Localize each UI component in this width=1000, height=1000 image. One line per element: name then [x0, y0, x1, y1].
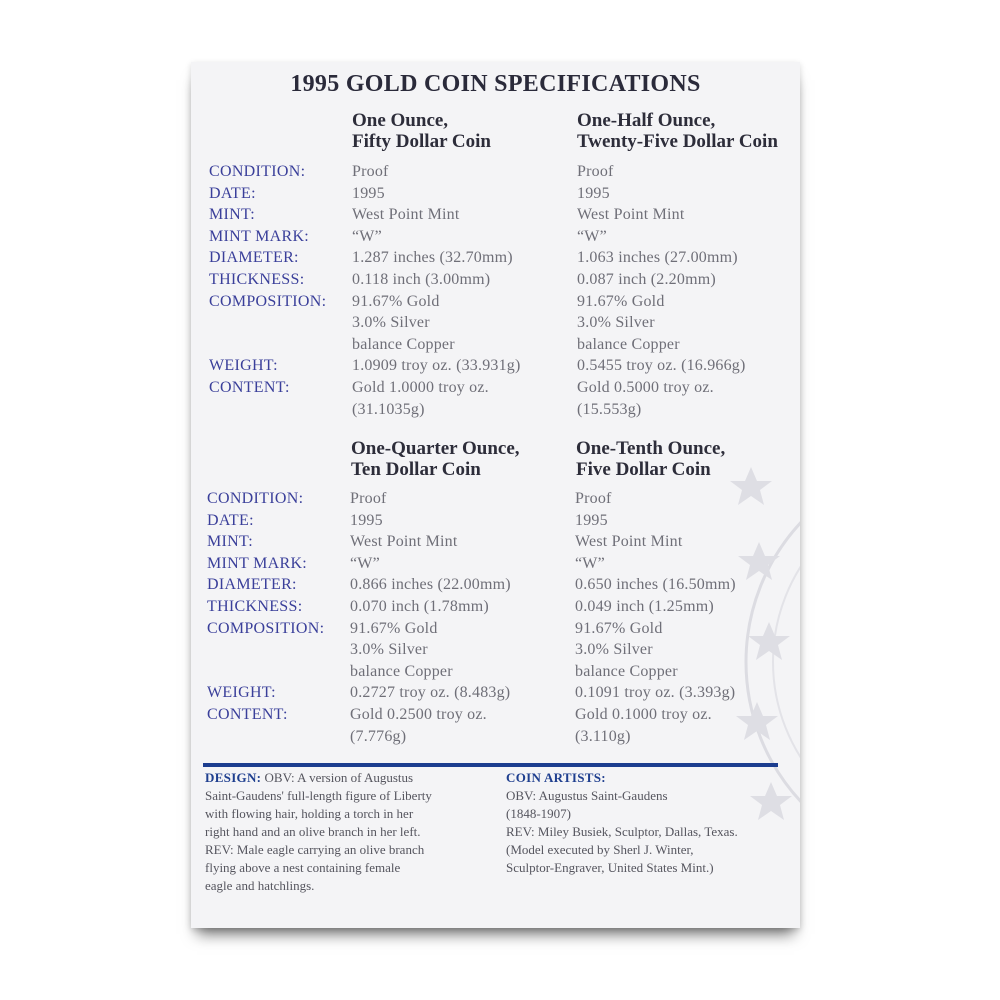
label-thickness: THICKNESS:	[207, 597, 303, 615]
artists-line: (1848-1907)	[506, 806, 571, 821]
spec-card	[191, 62, 800, 928]
design-line: REV: Male eagle carrying an olive branch	[205, 842, 425, 857]
spec-values-one-ounce	[352, 161, 521, 420]
label-mint: MINT:	[207, 533, 254, 551]
coin-heading-one-ounce	[352, 110, 491, 152]
coin-heading-line2: Twenty-Five Dollar Coin	[577, 131, 778, 152]
value-composition-gold: 91.67% Gold	[350, 619, 438, 637]
design-line: OBV: A version of Augustus	[264, 770, 414, 785]
value-weight: 0.2727 troy oz. (8.483g)	[350, 684, 511, 702]
value-content-grams: (3.110g)	[575, 727, 631, 745]
coin-heading-line1: One-Quarter Ounce,	[351, 438, 520, 459]
value-composition-copper: balance Copper	[575, 662, 678, 680]
value-content: Gold 1.0000 troy oz.	[352, 378, 489, 396]
value-mint: West Point Mint	[577, 206, 685, 224]
value-thickness: 0.049 inch (1.25mm)	[575, 597, 714, 615]
value-mint-mark: “W”	[577, 227, 607, 245]
value-composition-gold: 91.67% Gold	[352, 292, 440, 310]
design-line: Saint-Gaudens' full-length figure of Liberty	[205, 788, 432, 803]
spec-values-quarter-ounce	[350, 488, 511, 747]
coin-heading-line1: One-Tenth Ounce,	[576, 438, 726, 459]
label-content: CONTENT:	[207, 705, 288, 723]
label-diameter: DIAMETER:	[207, 576, 297, 594]
value-composition-copper: balance Copper	[352, 335, 455, 353]
label-mint-mark: MINT MARK:	[207, 554, 308, 572]
value-condition: Proof	[575, 490, 612, 507]
value-mint: West Point Mint	[352, 206, 460, 224]
label-content: CONTENT:	[209, 378, 290, 396]
value-weight: 0.5455 troy oz. (16.966g)	[577, 357, 746, 375]
value-content-grams: (31.1035g)	[352, 400, 425, 418]
coin-heading-line1: One Ounce,	[352, 110, 449, 131]
label-spacer	[207, 661, 324, 683]
artists-line: OBV: Augustus Saint-Gaudens	[506, 788, 668, 803]
spec-labels-bottom	[207, 488, 324, 726]
value-weight: 0.1091 troy oz. (3.393g)	[575, 684, 736, 702]
value-thickness: 0.070 inch (1.78mm)	[350, 597, 489, 615]
coin-heading-line2: Ten Dollar Coin	[351, 459, 481, 480]
value-condition: Proof	[350, 490, 387, 507]
value-content: Gold 0.1000 troy oz.	[575, 705, 712, 723]
spec-values-tenth-ounce	[575, 488, 736, 747]
label-mint: MINT:	[209, 206, 256, 224]
value-composition-silver: 3.0% Silver	[577, 314, 655, 332]
value-content-grams: (15.553g)	[577, 400, 642, 418]
label-date: DATE:	[207, 511, 254, 529]
value-date: 1995	[575, 511, 608, 529]
value-condition: Proof	[577, 163, 614, 180]
design-line: with flowing hair, holding a torch in her	[205, 806, 414, 821]
label-composition: COMPOSITION:	[207, 619, 325, 637]
value-condition: Proof	[352, 163, 389, 180]
label-weight: WEIGHT:	[207, 684, 276, 702]
value-date: 1995	[352, 184, 385, 202]
value-thickness: 0.087 inch (2.20mm)	[577, 270, 716, 288]
coin-heading-line1: One-Half Ounce,	[577, 110, 716, 131]
page-title: 1995 GOLD COIN SPECIFICATIONS	[290, 71, 701, 97]
value-mint: West Point Mint	[575, 533, 683, 551]
value-composition-silver: 3.0% Silver	[352, 314, 430, 332]
artists-line: REV: Miley Busiek, Sculptor, Dallas, Texas.	[506, 824, 738, 839]
value-content-grams: (7.776g)	[350, 727, 407, 745]
label-condition: CONDITION:	[209, 163, 306, 180]
label-diameter: DIAMETER:	[209, 249, 299, 267]
coin-heading-half-ounce	[577, 110, 778, 152]
value-mint-mark: “W”	[350, 554, 380, 572]
value-composition-gold: 91.67% Gold	[577, 292, 665, 310]
value-mint-mark: “W”	[352, 227, 382, 245]
value-composition-silver: 3.0% Silver	[575, 641, 653, 659]
design-line: eagle and hatchlings.	[205, 878, 315, 893]
value-diameter: 0.866 inches (22.00mm)	[350, 576, 511, 594]
label-spacer	[209, 334, 326, 356]
value-content: Gold 0.5000 troy oz.	[577, 378, 714, 396]
coin-heading-line2: Five Dollar Coin	[576, 459, 711, 480]
artists-line: Sculptor-Engraver, United States Mint.)	[506, 860, 714, 875]
value-mint-mark: “W”	[575, 554, 605, 572]
value-composition-silver: 3.0% Silver	[350, 641, 428, 659]
label-date: DATE:	[209, 184, 256, 202]
spec-labels-top	[209, 161, 326, 399]
label-spacer	[209, 312, 326, 334]
value-content: Gold 0.2500 troy oz.	[350, 705, 487, 723]
design-section	[205, 769, 495, 895]
value-mint: West Point Mint	[350, 533, 458, 551]
coin-artists-section	[506, 769, 796, 877]
design-line: right hand and an olive branch in her left.	[205, 824, 421, 839]
label-spacer	[207, 639, 324, 661]
value-date: 1995	[577, 184, 610, 202]
label-weight: WEIGHT:	[209, 357, 278, 375]
value-thickness: 0.118 inch (3.00mm)	[352, 270, 491, 288]
value-composition-gold: 91.67% Gold	[575, 619, 663, 637]
value-composition-copper: balance Copper	[350, 662, 453, 680]
coin-heading-line2: Fifty Dollar Coin	[352, 131, 491, 152]
value-date: 1995	[350, 511, 383, 529]
spec-values-half-ounce	[577, 161, 746, 420]
value-diameter: 0.650 inches (16.50mm)	[575, 576, 736, 594]
artists-line: (Model executed by Sherl J. Winter,	[506, 842, 694, 857]
value-diameter: 1.287 inches (32.70mm)	[352, 249, 513, 267]
value-diameter: 1.063 inches (27.00mm)	[577, 249, 738, 267]
label-composition: COMPOSITION:	[209, 292, 327, 310]
coin-artists-heading: COIN ARTISTS:	[506, 770, 606, 785]
label-thickness: THICKNESS:	[209, 270, 305, 288]
design-heading: DESIGN:	[205, 770, 262, 785]
section-divider	[203, 763, 778, 767]
value-weight: 1.0909 troy oz. (33.931g)	[352, 357, 521, 375]
design-line: flying above a nest containing female	[205, 860, 401, 875]
label-mint-mark: MINT MARK:	[209, 227, 310, 245]
value-composition-copper: balance Copper	[577, 335, 680, 353]
coin-heading-quarter-ounce	[351, 438, 520, 480]
design-first-line	[205, 769, 495, 787]
label-condition: CONDITION:	[207, 490, 304, 507]
coin-heading-tenth-ounce	[576, 438, 725, 480]
